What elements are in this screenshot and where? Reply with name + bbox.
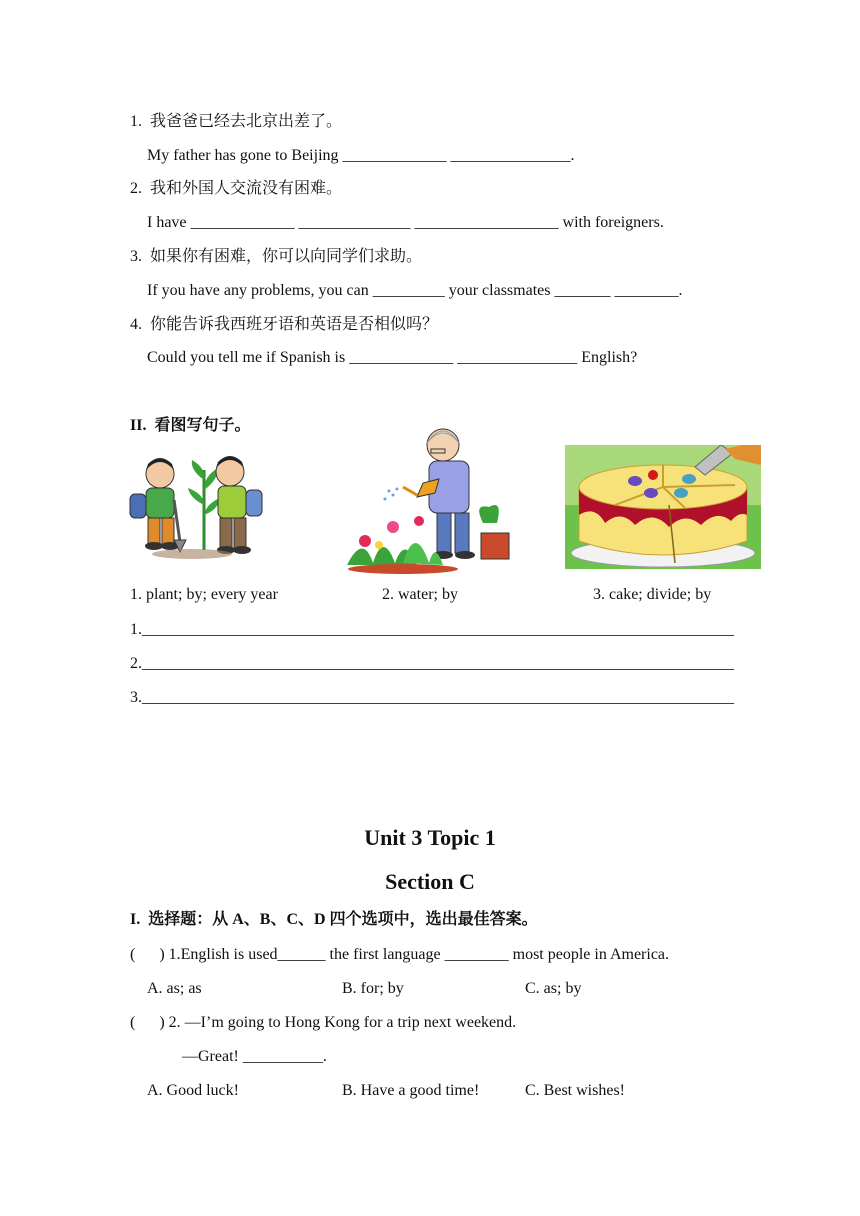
item-4-chinese: 4. 你能告诉我西班牙语和英语是否相似吗？ xyxy=(130,316,439,333)
picture-watering-flowers xyxy=(343,423,513,575)
question-1-stem: ( ) 1.English is used______ the first language ________ most people in America. xyxy=(130,946,670,963)
question-2-option-a: A. Good luck! xyxy=(147,1082,239,1099)
question-2-option-b: B. Have a good time! xyxy=(342,1082,480,1099)
part3-heading: I. 选择题：从 A、B、C、D 四个选项中，选出最佳答案。 xyxy=(130,911,538,928)
question-1-option-b: B. for; by xyxy=(342,980,404,997)
picture-cake-divided xyxy=(565,445,761,569)
question-1-option-a: A. as; as xyxy=(147,980,202,997)
item-3-english: If you have any problems, you can _________ your classmates _______ ________. xyxy=(147,282,683,299)
unit-title: Unit 3 Topic 1 xyxy=(364,825,496,850)
question-1-option-c: C. as; by xyxy=(525,980,582,997)
item-1-chinese: 1. 我爸爸已经去北京出差了。 xyxy=(130,113,343,130)
part2-heading: II. 看图写句子。 xyxy=(130,417,251,434)
item-4-english: Could you tell me if Spanish is _____________ _______________ English? xyxy=(147,349,638,366)
question-2-option-c: C. Best wishes! xyxy=(525,1082,625,1099)
item-1-english: My father has gone to Beijing _____________ _______________. xyxy=(147,147,575,164)
answer-line-1: 1.__________________________________________________________________________ xyxy=(130,621,734,638)
answer-line-2: 2.__________________________________________________________________________ xyxy=(130,655,734,672)
question-2-reply: —Great! __________. xyxy=(182,1048,327,1065)
prompt-1: 1. plant; by; every year xyxy=(130,586,278,603)
item-2-chinese: 2. 我和外国人交流没有困难。 xyxy=(130,180,343,197)
prompt-3: 3. cake; divide; by xyxy=(593,586,712,603)
picture-planting-trees xyxy=(122,450,272,575)
answer-line-3: 3.__________________________________________________________________________ xyxy=(130,689,734,706)
item-3-chinese: 3. 如果你有困难，你可以向同学们求助。 xyxy=(130,248,423,265)
prompt-2: 2. water; by xyxy=(382,586,458,603)
section-title: Section C xyxy=(385,869,475,894)
question-2-stem: ( ) 2. —I’m going to Hong Kong for a trip next weekend. xyxy=(130,1014,517,1031)
item-2-english: I have _____________ ______________ __________________ with foreigners. xyxy=(147,214,664,231)
